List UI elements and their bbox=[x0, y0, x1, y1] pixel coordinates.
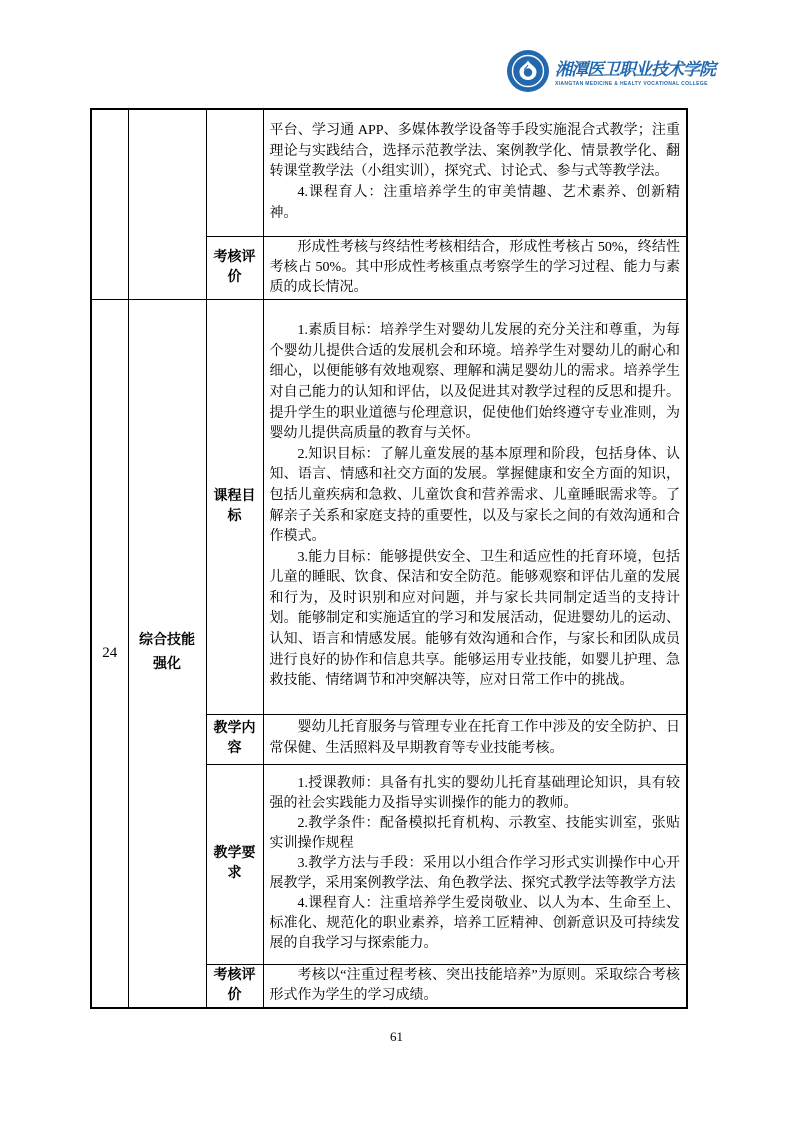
college-name-zh: 湘潭医卫职业技术学院 bbox=[555, 60, 715, 79]
cell-requirements-content bbox=[263, 764, 687, 964]
paragraph: 4.课程育人：注重培养学生爱岗敬业、以人为本、生命至上、标准化、规范化的职业素养，培养工匠精神、创新意识及可持续发展的自我学习与探索能力。 bbox=[269, 896, 680, 951]
cell-content-content bbox=[263, 714, 687, 764]
college-name-en: XIANGTAN MEDICINE & HEALTY VOCATIONAL COLLEGE bbox=[555, 81, 708, 87]
cell-content-label: 教学内容 bbox=[206, 714, 263, 764]
cell-prev-method-label-empty bbox=[206, 109, 263, 236]
paragraph: 形成性考核与终结性考核相结合，形成性考核占 50%，终结性考核占 50%。其中形成性考核重点考察学生的学习过程、能力与素质的成长情况。 bbox=[269, 239, 680, 295]
cell-prev-method-content bbox=[263, 109, 687, 236]
course-syllabus-table bbox=[90, 108, 688, 1009]
cell-assessment-label: 考核评价 bbox=[206, 964, 263, 1008]
cell-prev-assessment-content bbox=[263, 236, 687, 299]
cell-course-number: 24 bbox=[91, 299, 128, 1008]
paragraph: 考核以“注重过程考核、突出技能培养”为原则。采取综合考核形式作为学生的学习成绩。 bbox=[269, 967, 680, 1003]
cell-course-name: 综合技能强化 bbox=[128, 299, 206, 1008]
page-number: 61 bbox=[390, 1029, 403, 1044]
table-row bbox=[91, 109, 687, 236]
paragraph: 2.知识目标：了解儿童发展的基本原理和阶段，包括身体、认知、语言、情感和社交方面的发展。掌握健康和安全方面的知识，包括儿童疾病和急救、儿童饮食和营养需求、儿童睡眠需求等。了解亲子关系和家庭支持的重要性，以及与家长之间的有效沟通和合作模式。 bbox=[269, 446, 680, 545]
college-logo-text bbox=[555, 55, 715, 87]
paragraph: 3.能力目标：能够提供安全、卫生和适应性的托育环境，包括儿童的睡眠、饮食、保洁和安全防范。能够观察和评估儿童的发展和行为，及时识别和应对问题，并与家长共同制定适当的支持计划。能够制定和实施适宜的学习和发展活动，促进婴幼儿的运动、认知、语言和情感发展。能够有效沟通和合作，与家长和团队成员进行良好的协作和信息共享。能够运用专业技能，如婴儿护理、急救技能、情绪调节和冲突解决等，应对日常工作中的挑战。 bbox=[269, 549, 680, 689]
cell-assessment-content bbox=[263, 964, 687, 1008]
table-row bbox=[91, 299, 687, 714]
cell-objectives-label: 课程目标 bbox=[206, 299, 263, 714]
cell-objectives-content bbox=[263, 299, 687, 714]
college-logo-icon bbox=[506, 49, 550, 93]
paragraph: 平台、学习通 APP、多媒体教学设备等手段实施混合式教学；注重理论与实践结合，选择示范教学法、案例教学化、情景教学化、翻转课堂教学法（小组实训），探究式、讨论式、参与式等教学法。 bbox=[269, 123, 680, 180]
college-logo bbox=[506, 49, 715, 93]
paragraph: 2.教学条件：配备模拟托育机构、示教室、技能实训室，张贴实训操作规程 bbox=[269, 816, 680, 851]
cell-prev-course-name-empty bbox=[128, 109, 206, 299]
cell-prev-assessment-label: 考核评价 bbox=[206, 236, 263, 299]
paragraph: 1.授课教师：具备有扎实的婴幼儿托育基础理论知识，具有较强的社会实践能力及指导实训操作的能力的教师。 bbox=[269, 776, 680, 811]
cell-requirements-label: 教学要求 bbox=[206, 764, 263, 964]
paragraph: 1.素质目标：培养学生对婴幼儿发展的充分关注和尊重，为每个婴幼儿提供合适的发展机会和环境。培养学生对婴幼儿的耐心和细心，以便能够有效地观察、理解和满足婴幼儿的需求。培养学生对自己能力的认知和评估，以及促进其对教学过程的反思和提升。提升学生的职业道德与伦理意识，促使他们始终遵守专业准则，为婴幼儿提供高质量的教育与关怀。 bbox=[269, 323, 680, 442]
paragraph: 3.教学方法与手段：采用以小组合作学习形式实训操作中心开展教学，采用案例教学法、角色教学法、探究式教学法等教学方法 bbox=[269, 856, 680, 891]
cell-prev-course-number-empty bbox=[91, 109, 128, 299]
paragraph: 4.课程育人：注重培养学生的审美情趣、艺术素养、创新精神。 bbox=[269, 185, 680, 221]
paragraph: 婴幼儿托育服务与管理专业在托育工作中涉及的安全防护、日常保健、生活照料及早期教育等专业技能考核。 bbox=[269, 720, 680, 756]
